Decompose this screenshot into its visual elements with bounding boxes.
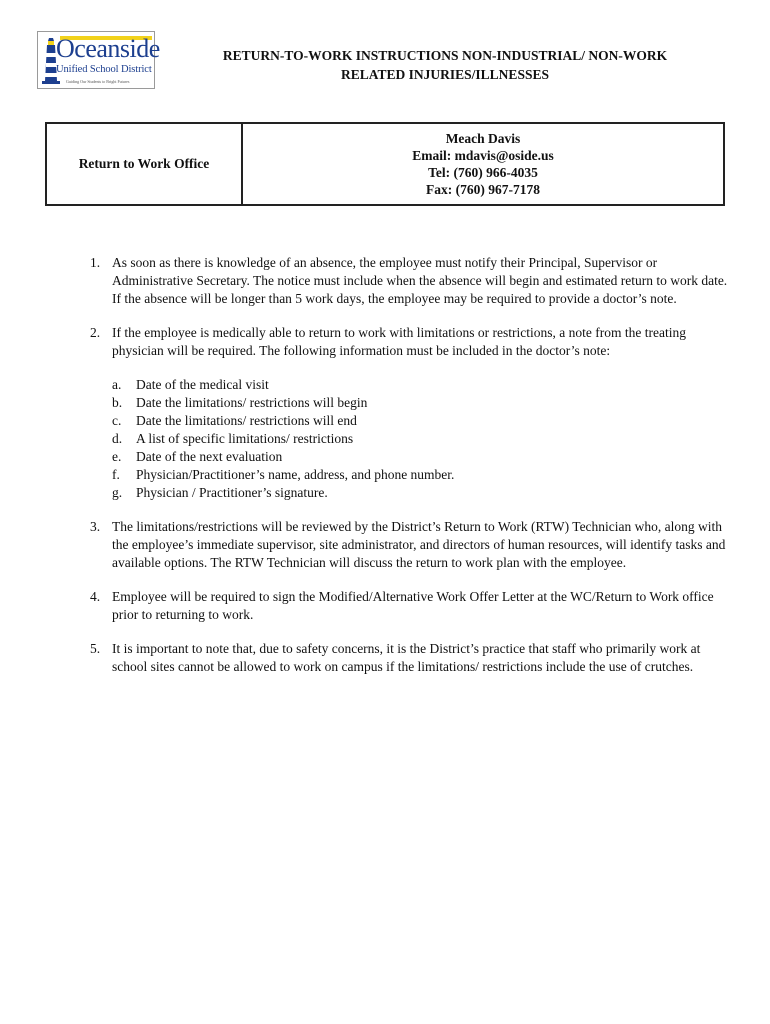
contact-fax: Fax: (760) 967-7178 [426,182,540,197]
list-item: 4. Employee will be required to sign the Modified/Alternative Work Offer Letter at the WC/Return to Work office prior to returning to work. [90,589,714,622]
contact-name: Meach Davis [445,131,521,146]
logo-tagline: Guiding Our Students to Bright Futures [66,79,130,84]
logo-subtitle: Unified School District [56,64,152,75]
instructions-list [84,254,734,692]
sublist-item: b. Date the limitations/ restrictions will begin [112,395,368,410]
district-logo [37,31,160,89]
title-line-2: RELATED INJURIES/ILLNESSES [341,67,549,82]
sublist-item: e. Date of the next evaluation [112,449,283,464]
office-label: Return to Work Office [46,123,242,205]
sublist-item: c. Date the limitations/ restrictions will end [112,413,357,428]
logo-name: Oceanside [56,34,160,63]
contact-email: Email: mdavis@oside.us [412,148,554,163]
document-title [170,46,720,84]
sublist-item: d. A list of specific limitations/ restrictions [112,431,354,446]
title-line-1: RETURN-TO-WORK INSTRUCTIONS NON-INDUSTRIAL/ NON-WORK [222,48,668,63]
sublist-item: g. Physician / Practitioner’s signature. [112,485,328,500]
list-item: 3. The limitations/restrictions will be reviewed by the District’s Return to Work (RTW) Technician who, along with the employee’s immediate supervisor, site administrator, and directors of human resources, will identify tasks and available options. The RTW Technician will discuss the return to work plan with the employee. [90,519,726,570]
list-item: 1. As soon as there is knowledge of an absence, the employee must notify their Principal, Supervisor or Administrative Secretary. The notice must include when the absence will begin and estimated return to work date. If the absence will be longer than 5 work days, the employee may be required to provide a doctor’s note. [90,255,728,306]
list-item: 2. If the employee is medically able to return to work with limitations or restrictions, a note from the treating physician will be required. The following information must be included in the doctor’s note: a. Date of the medical visit b. Date the limitations/ restrictions will begin c. Date the limitations/ restrictions will end d. A list of specific limitations/ restrictions e. Date of the next evaluation f. Physician/Practitioner’s name, address, and phone number. g. Physician / Practitioner’s signature. [84,324,734,502]
sublist-item: f. Physician/Practitioner’s name, address, and phone number. [112,467,455,482]
sublist-item: a. Date of the medical visit [112,377,269,392]
list-item: 5. It is important to note that, due to safety concerns, it is the District’s practice that staff who primarily work at school sites cannot be allowed to work on campus if the limitations/ restrictions include the use of crutches. [90,641,701,674]
note-requirements-list [112,376,734,502]
contact-phone: Tel: (760) 966-4035 [428,165,538,180]
contact-info [242,123,724,205]
contact-table [45,122,725,206]
